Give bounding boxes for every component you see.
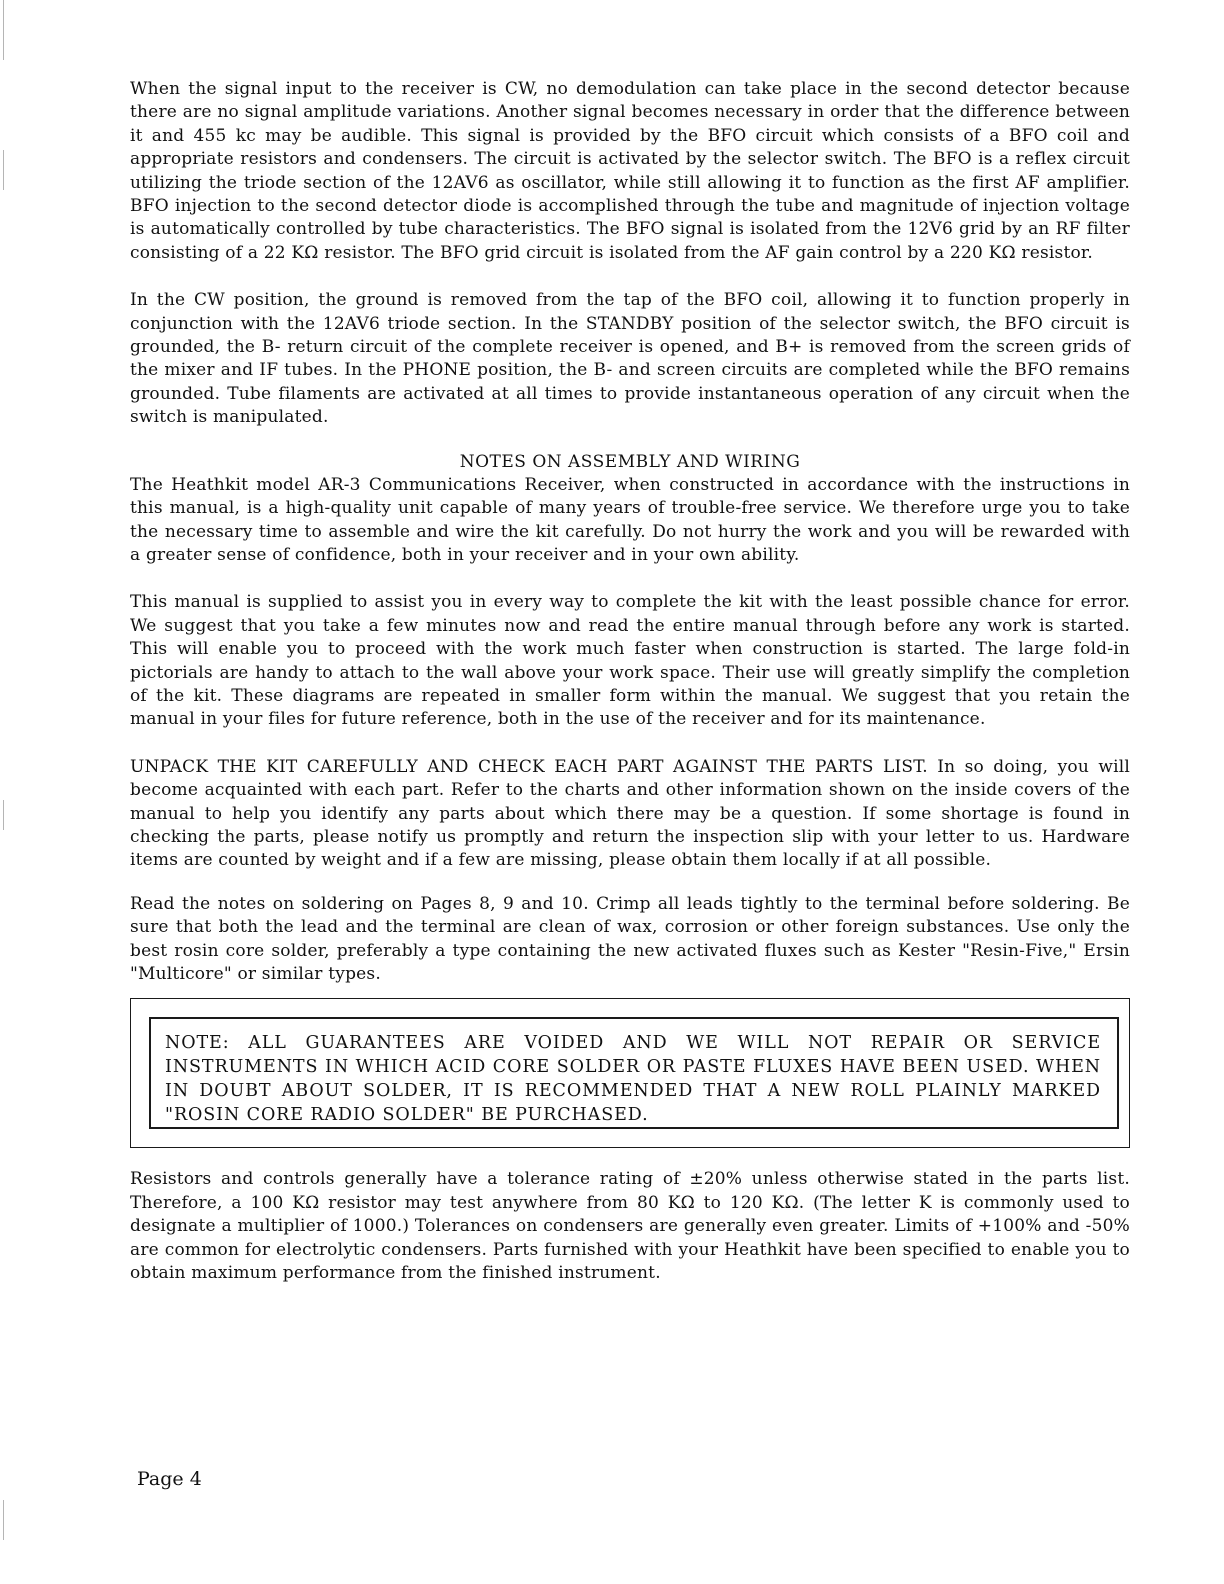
scan-edge-mark: [3, 0, 4, 60]
page-content: [130, 78, 1130, 1285]
scan-edge-mark: [3, 800, 4, 830]
section-heading: NOTES ON ASSEMBLY AND WIRING: [459, 451, 801, 472]
page-number: Page 4: [137, 1468, 202, 1490]
scan-edge-mark: [3, 1500, 4, 1540]
scan-edge-mark: [3, 150, 4, 190]
paragraph-soldering: Read the notes on soldering on Pages 8, 9 and 10. Crimp all leads tightly to the terminal before soldering. Be sure that both the lead and the terminal are clean of wax, corrosion or other foreign substances. Use only the best rosin core solder, preferably a type containing the new activated fluxes such as Kester "Resin-Five," Ersin "Multicore" or similar types.: [130, 893, 1130, 984]
paragraph-cw-position: In the CW position, the ground is removed from the tap of the BFO coil, allowing it to function properly in conjunction with the 12AV6 triode section. In the STANDBY position of the selector switch, the BFO circuit is grounded, the B- return circuit of the complete receiver is opened, and B+ is removed from the screen grids of the mixer and IF tubes. In the PHONE position, the B- and screen circuits are completed while the BFO remains grounded. Tube filaments are activated at all times to provide instantaneous operation of any circuit when the switch is manipulated.: [130, 290, 1130, 428]
paragraph-manual: This manual is supplied to assist you in every way to complete the kit with the least possible chance for error. We suggest that you take a few minutes now and read the entire manual through before any work is started. This will enable you to proceed with the work much faster when construction is started. The large fold-in pictorials are handy to attach to the wall above your work space. Their use will greatly simplify the completion of the kit. These diagrams are repeated in smaller form within the manual. We suggest that you retain the manual in your files for future reference, both in the use of the receiver and for its maintenance.: [130, 592, 1130, 730]
note-box-outer: [130, 998, 1130, 1148]
note-text: NOTE: ALL GUARANTEES ARE VOIDED AND WE WILL NOT REPAIR OR SERVICE INSTRUMENTS IN WHICH ACID CORE SOLDER OR PASTE FLUXES HAVE BEEN USED. WHEN IN DOUBT ABOUT SOLDER, IT IS RECOMMENDED THAT A NEW ROLL PLAINLY MARKED "ROSIN CORE RADIO SOLDER" BE PURCHASED.: [165, 1033, 1101, 1126]
paragraph-bfo-circuit: When the signal input to the receiver is CW, no demodulation can take place in the second detector because there are no signal amplitude variations. Another signal becomes necessary in order that the difference between it and 455 kc may be audible. This signal is provided by the BFO circuit which consists of a BFO coil and appropriate resistors and condensers. The circuit is activated by the selector switch. The BFO is a reflex circuit utilizing the triode section of the 12AV6 as oscillator, while still allowing it to function as the first AF amplifier. BFO injection to the second detector diode is accomplished through the tube and magnitude of injection voltage is automatically controlled by tube characteristics. The BFO signal is isolated from the 12V6 grid by an RF filter consisting of a 22 KΩ resistor. The BFO grid circuit is isolated from the AF gain control by a 220 KΩ resistor.: [130, 79, 1130, 263]
note-box: [149, 1017, 1119, 1129]
paragraph-tolerance: Resistors and controls generally have a tolerance rating of ±20% unless otherwise stated in the parts list. Therefore, a 100 KΩ resistor may test anywhere from 80 KΩ to 120 KΩ. (The letter K is commonly used to designate a multiplier of 1000.) Tolerances on condensers are generally even greater. Limits of +100% and -50% are common for electrolytic condensers. Parts furnished with your Heathkit have been specified to enable you to obtain maximum performance from the finished instrument.: [130, 1169, 1130, 1284]
paragraph-unpack: UNPACK THE KIT CAREFULLY AND CHECK EACH PART AGAINST THE PARTS LIST. In so doing, you will become acquainted with each part. Refer to the charts and other information shown on the inside covers of the manual to help you identify any parts about which there may be a question. If some shortage is found in checking the parts, please notify us promptly and return the inspection slip with your letter to us. Hardware items are counted by weight and if a few are missing, please obtain them locally if at all possible.: [130, 756, 1130, 871]
paragraph-intro: The Heathkit model AR-3 Communications Receiver, when constructed in accordance with the instructions in this manual, is a high-quality unit capable of many years of trouble-free service. We therefore urge you to take the necessary time to assemble and wire the kit carefully. Do not hurry the work and you will be rewarded with a greater sense of confidence, both in your receiver and in your own ability.: [130, 474, 1130, 565]
